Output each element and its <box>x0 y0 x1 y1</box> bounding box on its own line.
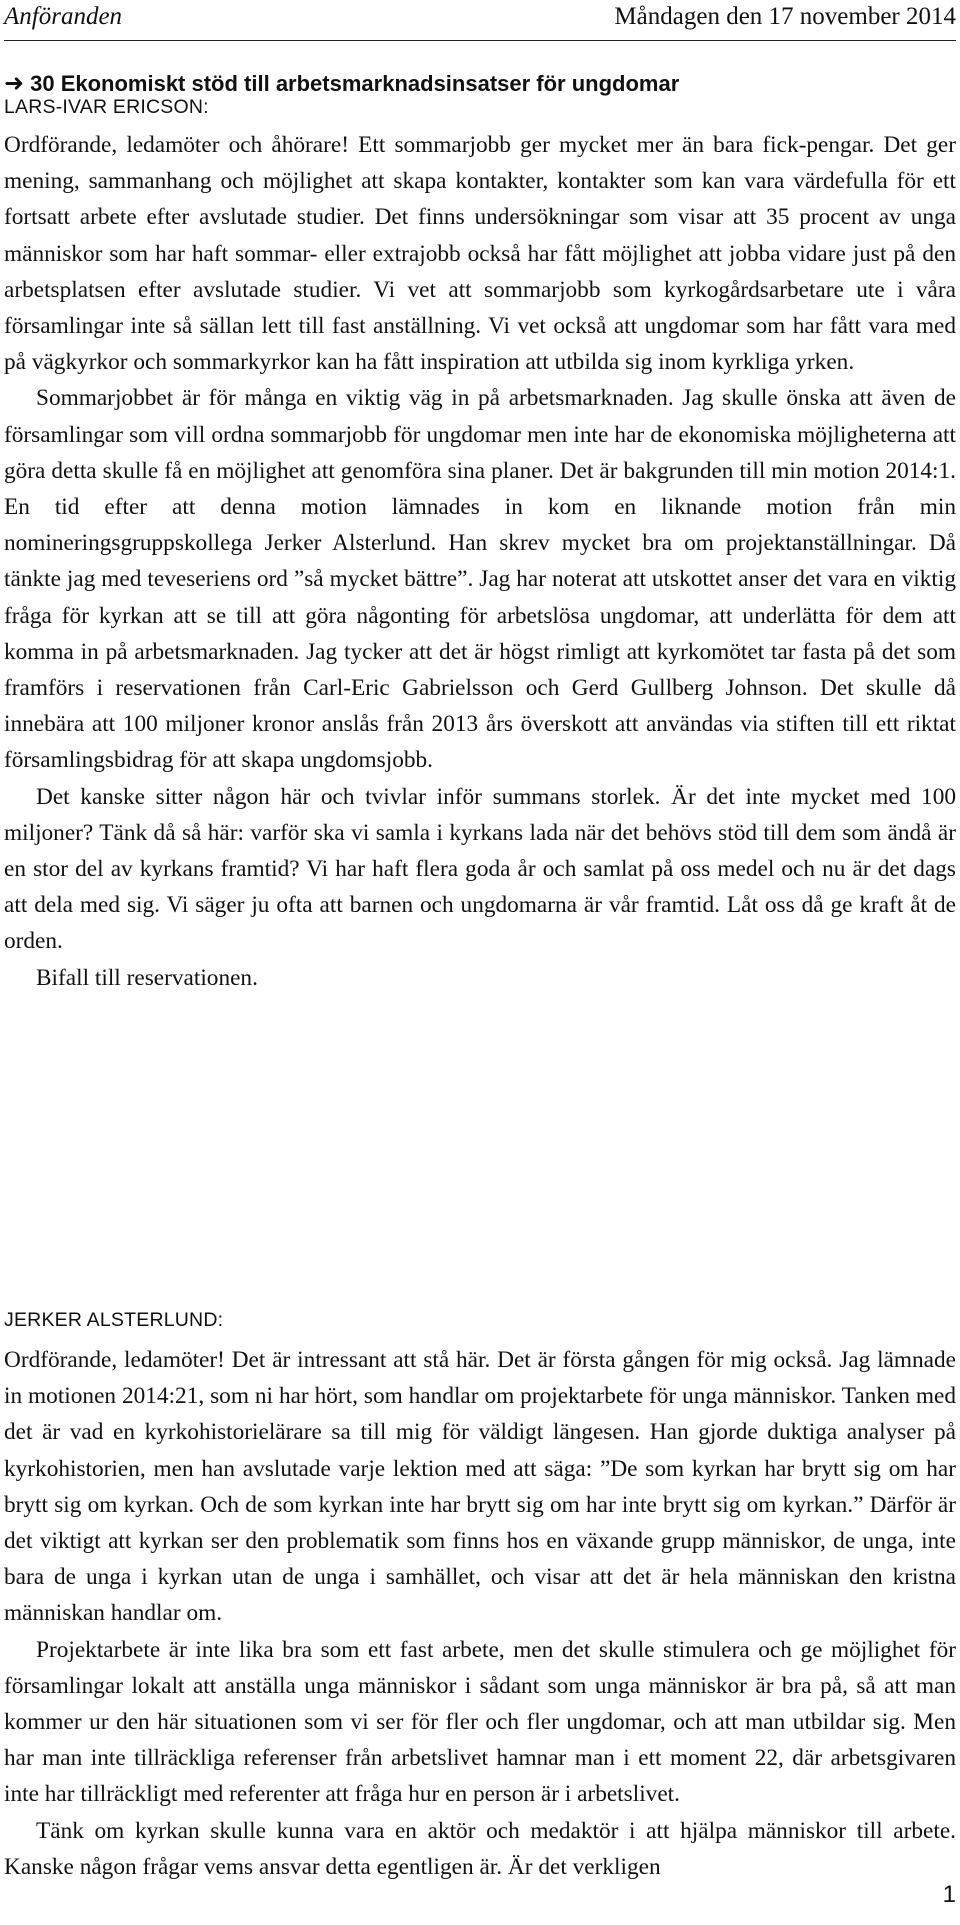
speech-paragraph: Det kanske sitter någon här och tvivlar inför summans storlek. Är det inte mycket med 100 miljoner? Tänk då så här: varför ska vi samla i kyrkans lada när det behövs stöd till dem som ändå är en stor del av kyrkans framtid? Vi har haft flera goda år och samlat på oss medel och nu är det dags att dela med sig. Vi säger ju ofta att barnen och ungdomarna är vår framtid. Låt oss då ge kraft åt de orden. <box>4 783 956 955</box>
speech-body <box>4 127 956 996</box>
speech-body <box>4 1342 956 1885</box>
page-number: 1 <box>942 1881 956 1908</box>
header-section-label: Anföranden <box>4 3 123 30</box>
speech-paragraph: Ordförande, ledamöter! Det är intressant att stå här. Det är första gången för mig också. Jag lämnade in motionen 2014:21, som ni har hört, som handlar om projektarbete för unga människor. Tanken med det är vad en kyrkohistorielärare sa till mig för väldigt längesen. Han gjorde duktiga analyser på kyrkohistorien, men han avslutade varje lektion med att säga: ”De som kyrkan har brytt sig om har brytt sig om kyrkan. Och de som kyrkan inte har brytt sig om har inte brytt sig om kyrkan.” Därför är det viktigt att kyrkan ser den problematik som finns hos en växande grupp människor, de unga, inte bara de unga i kyrkan utan de unga i samhället, och visar att det är hela människan den kristna människan handlar om. <box>4 1347 956 1627</box>
speaker-name: JERKER ALSTERLUND: <box>4 1309 224 1331</box>
speaker-name: LARS-IVAR ERICSON: <box>4 96 209 118</box>
speech-paragraph: Projektarbete är inte lika bra som ett fast arbete, men det skulle stimulera och ge möjlighet för församlingar lokalt att anställa unga människor i sådant som unga människor är bra på, så att man kommer ur den här situationen som vi ser för fler och fler ungdomar, och att man utbildar sig. Men har man inte tillräckliga referenser från arbetslivet hamnar man i ett moment 22, där arbetsgivaren inte har tillräckligt med referenter att fråga hur en person är i arbetslivet. <box>4 1636 956 1808</box>
speech-paragraph: Tänk om kyrkan skulle kunna vara en aktör och medaktör i att hjälpa människor till arbete. Kanske någon frågar vems ansvar detta egentligen är. Är det verkligen <box>4 1817 956 1880</box>
header-divider <box>4 40 956 41</box>
section-title: 30 Ekonomiskt stöd till arbetsmarknadsinsatser för ungdomar <box>30 71 680 96</box>
page-header <box>4 0 956 36</box>
speech-paragraph: Sommarjobbet är för många en viktig väg in på arbetsmarknaden. Jag skulle önska att även de församlingar som vill ordna sommarjobb för ungdomar men inte har de ekonomiska möjligheterna att göra detta skulle få en möjlighet att genomföra sina planer. Det är bakgrunden till min motion 2014:1. En tid efter att denna motion lämnades in kom en liknande motion från min nomineringsgruppskollega Jerker Alsterlund. Han skrev mycket bra om projektanställningar. Då tänkte jag med teveseriens ord ”så mycket bättre”. Jag har noterat att utskottet anser det vara en viktig fråga för kyrkan att se till att göra någonting för arbetslösa ungdomar, att underlätta för dem att komma in på arbetsmarknaden. Jag tycker att det är högst rimligt att kyrkomötet tar fasta på det som framförs i reservationen från Carl-Eric Gabrielsson och Gerd Gullberg Johnson. Det skulle då innebära att 100 miljoner kronor anslås från 2013 års överskott att användas via stiften till ett riktat församlingsbidrag för att skapa ungdomsjobb. <box>4 385 956 774</box>
header-date: Måndagen den 17 november 2014 <box>614 3 956 30</box>
speech-paragraph: Bifall till reservationen. <box>36 964 258 991</box>
speech-paragraph: Ordförande, ledamöter och åhörare! Ett sommarjobb ger mycket mer än bara fick-pengar. Det ger mening, sammanhang och möjlighet att skapa kontakter, kontakter som kan vara värdefulla för ett fortsatt arbete efter avslutade studier. Det finns undersökningar som visar att 35 procent av unga människor som har haft sommar- eller extrajobb också har fått möjlighet att jobba vidare just på den arbetsplatsen efter avslutade studier. Vi vet att sommarjobb som kyrkogårdsarbetare ute i våra församlingar inte så sällan lett till fast anställning. Vi vet också att ungdomar som har fått vara med på vägkyrkor och sommarkyrkor kan ha fått inspiration att utbilda sig inom kyrkliga yrken. <box>4 132 956 376</box>
arrow-icon: ➜ <box>4 70 25 97</box>
